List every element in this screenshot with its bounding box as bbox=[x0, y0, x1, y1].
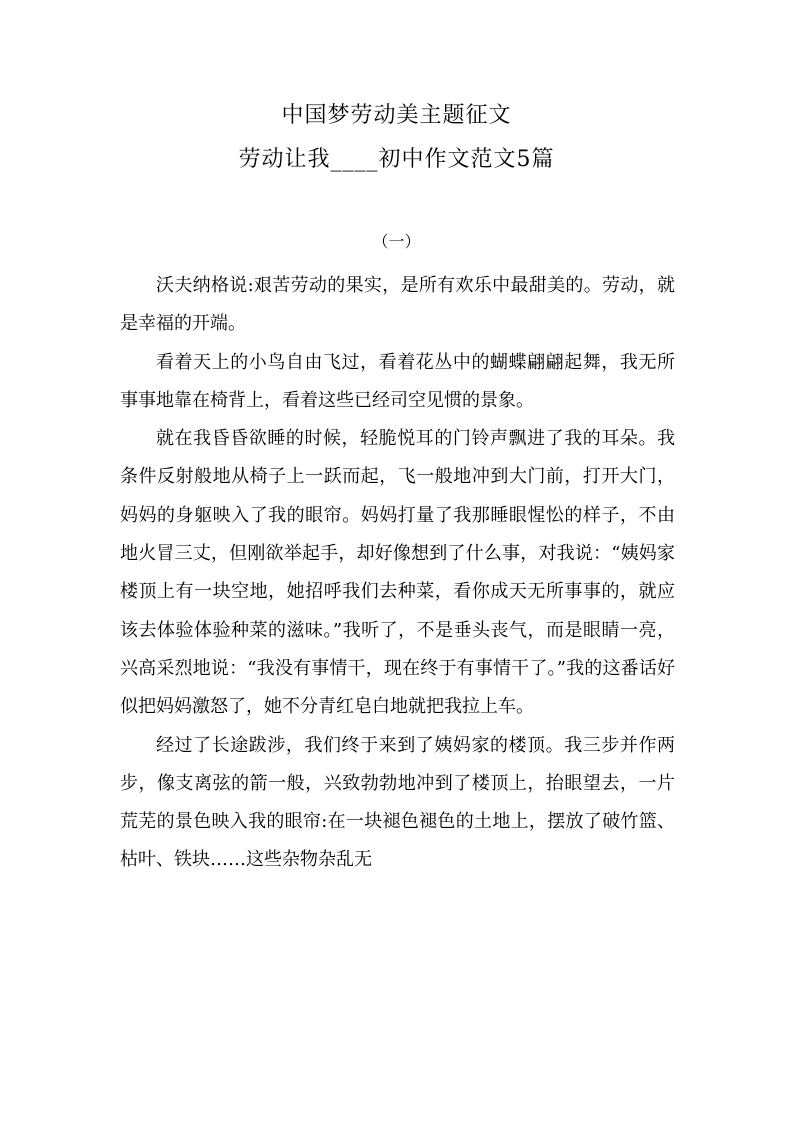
paragraph-3: 就在我昏昏欲睡的时候，轻脆悦耳的门铃声飘进了我的耳朵。我条件反射般地从椅子上一跃而起，飞一般地冲到大门前，打开大门，妈妈的身躯映入了我的眼帘。妈妈打量了我那睡眼惺忪的样子，不由地火冒三丈，但刚欲举起手，却好像想到了什么事，对我说：“姨妈家楼顶上有一块空地，她招呼我们去种菜，看你成天无所事事的，就应该去体验体验种菜的滋味。”我听了，不是垂头丧气，而是眼睛一亮，兴高采烈地说：“我没有事情干，现在终于有事情干了。”我的这番话好似把妈妈激怒了，她不分青红皂白地就把我拉上车。 bbox=[120, 428, 675, 718]
paragraph-4: 经过了长途跋涉，我们终于来到了姨妈家的楼顶。我三步并作两步，像支离弦的箭一般，兴致勃勃地冲到了楼顶上，抬眼望去，一片荒芜的景色映入我的眼帘:在一块褪色褪色的土地上，摆放了破竹篮、枯叶、铁块……这些杂物杂乱无 bbox=[120, 734, 675, 871]
paragraph-1: 沃夫纳格说:艰苦劳动的果实，是所有欢乐中最甜美的。劳动，就是幸福的开端。 bbox=[120, 275, 675, 335]
section-number: （一） bbox=[372, 232, 421, 251]
essay-body bbox=[120, 267, 675, 880]
document-subtitle: 劳动让我____初中作文范文5篇 bbox=[238, 147, 555, 172]
document-title: 中国梦劳动美主题征文 bbox=[281, 103, 512, 128]
paragraph-2: 看着天上的小鸟自由飞过，看着花丛中的蝴蝶翩翩起舞，我无所事事地靠在椅背上，看着这些已经司空见惯的景象。 bbox=[120, 351, 675, 411]
